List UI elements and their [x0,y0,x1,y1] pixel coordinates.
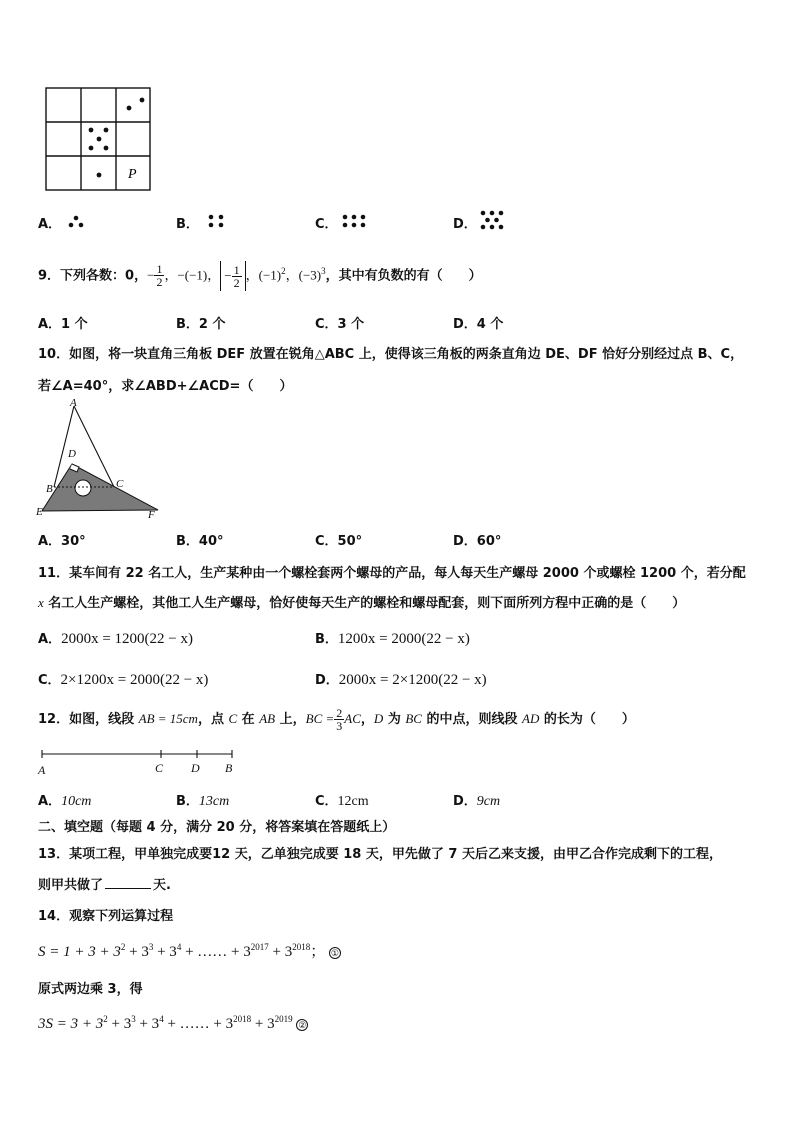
q9-option-b[interactable]: B．2 个 [176,317,226,332]
q8-option-d[interactable]: D． [453,217,477,232]
q13-line1: 13．某项工程，甲单独完成要12 天，乙单独完成要 18 天，甲先做了 7 天后乙来支援，由甲乙合作完成剩下的工程， [38,847,722,862]
q11-option-d[interactable]: D．2000x = 2×1200(22 − x) [315,672,487,688]
q14-mid-text: 原式两边乘 3，得 [38,982,143,997]
triangle-figure [34,396,164,522]
q13-answer-blank[interactable] [105,888,151,889]
q11-line1: 11．某车间有 22 名工人，生产某种由一个螺栓套两个螺母的产品，每人每天生产螺母 2000 个或螺栓 1200 个，若分配 [38,566,746,581]
q10-option-d[interactable]: D．60° [453,534,502,549]
segment-figure [36,748,246,778]
label-a: A [70,397,77,409]
q8-option-a[interactable]: A． [38,217,62,232]
q13-line2: 则甲共做了 天. [38,878,171,893]
q8-option-c[interactable]: C． [315,217,338,232]
seg-label-a: A [38,763,46,777]
q10-option-b[interactable]: B．40° [176,534,224,549]
label-f: F [148,509,155,521]
marker-2: ② [298,1019,307,1030]
q8-option-d-dots [478,209,506,231]
q8-option-b[interactable]: B． [176,217,199,232]
q12-option-b[interactable]: B．13cm [176,794,230,809]
q11-option-c[interactable]: C．2×1200x = 2000(22 − x) [38,672,209,688]
q10-option-a[interactable]: A．30° [38,534,86,549]
q10-line1: 10．如图，将一块直角三角板 DEF 放置在锐角△ABC 上，使得该三角板的两条直角边 DE、DF 恰好分别经过点 B、C， [38,347,744,362]
q8-option-b-dots [206,212,226,230]
q14-title: 14．观察下列运算过程 [38,909,174,924]
q12-stem: 12．如图，线段 AB = 15cm，点 C 在 AB 上，BC = $\frac{2}{3}$ AC，D 为 BC 的中点，则线段 AD 的长为（ ） [38,706,635,733]
dice-grid-figure [44,86,152,192]
q10-line2: 若∠A=40°，求∠ABD+∠ACD=（ ） [38,379,293,394]
q9-stem: 9．下列各数：0，− $\frac{1}{2}$ ，−(−1)， − $\frac{1}{2}$ ，$(-1)^2$，$(-3)^3$，其中有负数的有（ ） [38,262,482,291]
seg-label-b: B [225,761,233,775]
q10-option-c[interactable]: C．50° [315,534,363,549]
q14-equation-1: $S = 1 + 3 + 3^2 + 3^3 + 3^4$ + …… + $3^{2017} + 3^{2018}$； ① [38,942,339,960]
seg-label-c: C [155,761,164,775]
q12-option-d[interactable]: D．9cm [453,794,501,809]
section-heading-fill-in: 二、填空题（每题 4 分，满分 20 分，将答案填在答题纸上） [38,820,396,835]
q12-option-c[interactable]: C．12cm [315,794,369,809]
q9-option-c[interactable]: C．3 个 [315,317,365,332]
q12-option-a[interactable]: A．10cm [38,794,92,809]
q9-option-a[interactable]: A．1 个 [38,317,88,332]
label-d: D [68,448,76,460]
q11-line2: x 名工人生产螺栓，其他工人生产螺母，恰好使每天生产的螺栓和螺母配套，则下面所列方程中正确的是（ ） [38,595,686,611]
label-b: B [46,483,53,495]
label-e: E [36,506,43,518]
seg-label-d: D [191,761,200,775]
q9-option-d[interactable]: D．4 个 [453,317,504,332]
grid-label-p: P [128,167,137,182]
marker-1: ① [330,947,339,958]
label-c: C [116,478,124,490]
q11-option-b[interactable]: B．1200x = 2000(22 − x) [315,631,470,647]
q14-equation-2: $3S = 3 + 3^2 + 3^3 + 3^4$ + …… + $3^{2018} + 3^{2019}$ ② [38,1014,307,1032]
q8-option-a-dots [66,213,86,229]
q11-option-a[interactable]: A．2000x = 1200(22 − x) [38,631,193,647]
q8-option-c-dots [340,212,368,230]
